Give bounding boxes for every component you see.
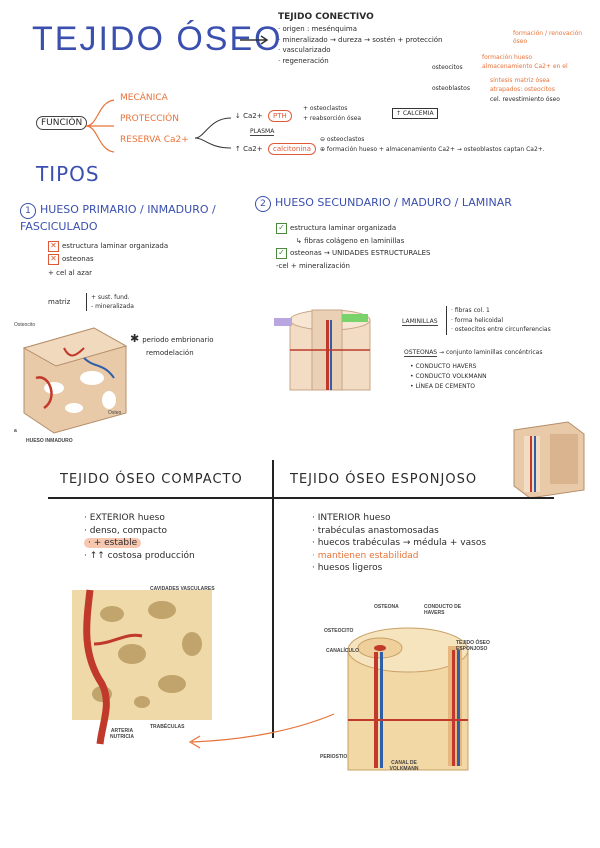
laminillas-items [446,306,551,335]
esponjoso-item: · huesos ligeros [312,563,383,574]
osteocitos-item: formación / renovación óseo [513,30,583,45]
primario-heading [20,202,250,236]
conectivo-line: · mineralizado [278,35,328,44]
osteonas-items [410,362,487,393]
primario-extra [130,330,214,359]
cross-box-icon: ✕ [48,241,59,252]
conectivo-block: TEJIDO CONECTIVO · origen : mesénquima · mineralizado → dureza → sostén + protección · vascularizado · regeneración [278,12,598,66]
osteonas-item: • CONDUCTO HAVERS [410,363,477,370]
osteonas-title: OSTEONAS [404,349,438,356]
img-label: CAVIDADES VASCULARES [150,586,215,592]
osteocitos-item: almacenamiento Ca2+ en el [482,63,568,70]
bone-section-illustration [494,416,590,500]
osteoblastos-item: atrapados: osteocitos [490,86,555,93]
compacto-heading: TEJIDO ÓSEO COMPACTO [60,472,243,487]
vertical-divider [272,460,274,738]
img-label: PERIOSTIO [320,754,348,760]
number-one-icon: 1 [20,203,36,219]
conectivo-line: · vascularizado [278,46,331,54]
esponjoso-item: · mantienen estabilidad [312,550,419,561]
compacto-item: · EXTERIOR hueso [84,513,165,523]
esponjoso-heading: TEJIDO ÓSEO ESPONJOSO [290,472,478,487]
laminillas-label [402,318,438,325]
brace-icon [84,96,120,156]
compacto-item: · denso, compacto [84,525,168,536]
pth-effects [303,104,361,123]
conectivo-line: · regeneración [278,56,329,65]
secundario-title: HUESO SECUNDARIO / MADURO / LAMINAR [275,196,512,209]
plasma-label: PLASMA [250,128,275,135]
tipos-heading: TIPOS [36,162,100,186]
osteonas-definition: conjunto laminillas concéntricas [445,349,543,356]
calcemia-box: ↑ CALCEMIA [392,108,438,119]
matriz-items [86,293,134,311]
primario-extra-line: periodo embrionario [142,336,214,344]
esponjoso-item: · trabéculas anastomosadas [312,525,439,536]
secundario-line: osteonas → UNIDADES ESTRUCTURALES [290,249,431,258]
conectivo-line: · origen : mesénquima [278,25,357,33]
secundario-lines [276,222,430,272]
primario-extra-line: remodelación [146,348,194,357]
compacto-item: · + estable [84,538,141,548]
primario-title: HUESO PRIMARIO / INMADURO / FASCICULADO [20,203,216,233]
arrow-right-icon [240,34,270,46]
laminillas-item: · forma helicoidal [451,316,504,324]
dureza-text: dureza [338,35,362,44]
primario-line: osteonas [62,255,94,264]
calc-effect: ⊖ osteoclastos [320,136,365,143]
osteonas-def: OSTEONAS → conjunto laminillas concéntricas [404,349,543,356]
primario-line: estructura laminar organizada [62,242,169,250]
check-box-icon: ✓ [276,223,287,234]
img-label: Osteocito [14,322,36,328]
calcitonina-label: calcitonina [268,143,316,155]
img-label: OSTEONA [374,604,399,610]
funcion-label: FUNCIÓN [36,116,87,130]
img-label: TEJIDO ÓSEO ESPONJOSO [456,640,490,652]
pth-effect: + osteoclastos [303,105,348,112]
secundario-line: -cel + mineralización [276,261,350,270]
sosten-text: sostén + protección [372,35,443,44]
secundario-line: estructura laminar organizada [290,224,397,232]
osteon-3d-illustration [318,600,494,778]
matriz-item: + sust. fund. [91,294,130,301]
esponjoso-item: · huecos trabéculas → médula + vasos [312,538,487,549]
asterisk-icon: ✱ [130,332,140,345]
ca-up: ↑ Ca2+ [235,145,263,153]
img-label: ARTERIA NUTRICIA [110,728,134,740]
funcion-item: MECÁNICA [120,93,168,103]
compacto-item: · ↑↑ costosa producción [84,550,195,561]
branch-arrows-icon [195,112,235,152]
osteon-illustration [270,290,390,408]
img-label: a [14,428,17,434]
funcion-item: RESERVA Ca2+ [120,135,189,145]
osteoblastos-item: cel. revestimiento óseo [490,96,560,103]
check-box-icon: ✓ [276,248,287,259]
primario-lines [48,240,168,280]
osteocitos-label: osteocitos [432,64,463,71]
number-two-icon: 2 [255,196,271,212]
osteonas-item: • CONDUCTO VOLKMANN [410,373,487,381]
ca-down: ↓ Ca2+ [235,112,263,120]
esponjoso-item: · INTERIOR hueso [312,513,391,523]
bone-illustration [14,318,134,438]
matriz-item: - mineralizada [91,303,134,310]
funcion-item: PROTECCIÓN [120,114,179,124]
cross-box-icon: ✕ [48,254,59,265]
horizontal-divider [48,497,554,499]
secundario-heading [255,196,595,212]
osteocitos-item: formación hueso [482,54,533,61]
img-label: CANALÍCULO [326,648,360,654]
calc-effect: ⊕ formación hueso + almacenamiento Ca2+ → osteoblastos captan Ca2+. [320,146,545,154]
laminillas-item: · fibras col. 1 [451,307,490,314]
secundario-line: ↳ fibras colágeno en laminillas [296,236,405,245]
page-title: TEJIDO ÓSEO [32,20,283,58]
esponjoso-image [318,600,494,778]
bone-section-image [494,416,590,500]
img-label: OSTEOCITO [324,628,354,634]
calcitonina-effects [320,135,598,155]
img-label: Osteo [108,410,122,416]
img-label: HUESO INMADURO [26,438,73,444]
osteonas-item: • LÍNEA DE CEMENTO [410,383,475,391]
laminillas-item: · osteocitos entre circunferencias [451,326,551,334]
hueso-inmaduro-image [14,318,134,438]
img-label: CANAL DE VOLKMANN [389,760,419,772]
compacto-items [84,512,195,562]
connector-arrow-icon [186,710,336,750]
esponjoso-items [312,512,486,575]
pth-effect: + reabsorción ósea [303,114,362,122]
laminillas-title: LAMINILLAS [402,318,438,325]
matriz-label: matriz [48,298,71,306]
img-label: TRABÉCULAS [150,724,185,730]
conectivo-heading: TEJIDO CONECTIVO [278,12,374,22]
osteoblastos-label: osteoblastos [432,85,470,92]
pth-label: PTH [268,110,292,122]
hueso-maduro-image [270,290,390,408]
img-label: CONDUCTO DE HAVERS [424,604,462,616]
osteoblastos-item: síntesis matriz ósea [490,77,550,84]
primario-line: + cel al azar [48,268,93,277]
